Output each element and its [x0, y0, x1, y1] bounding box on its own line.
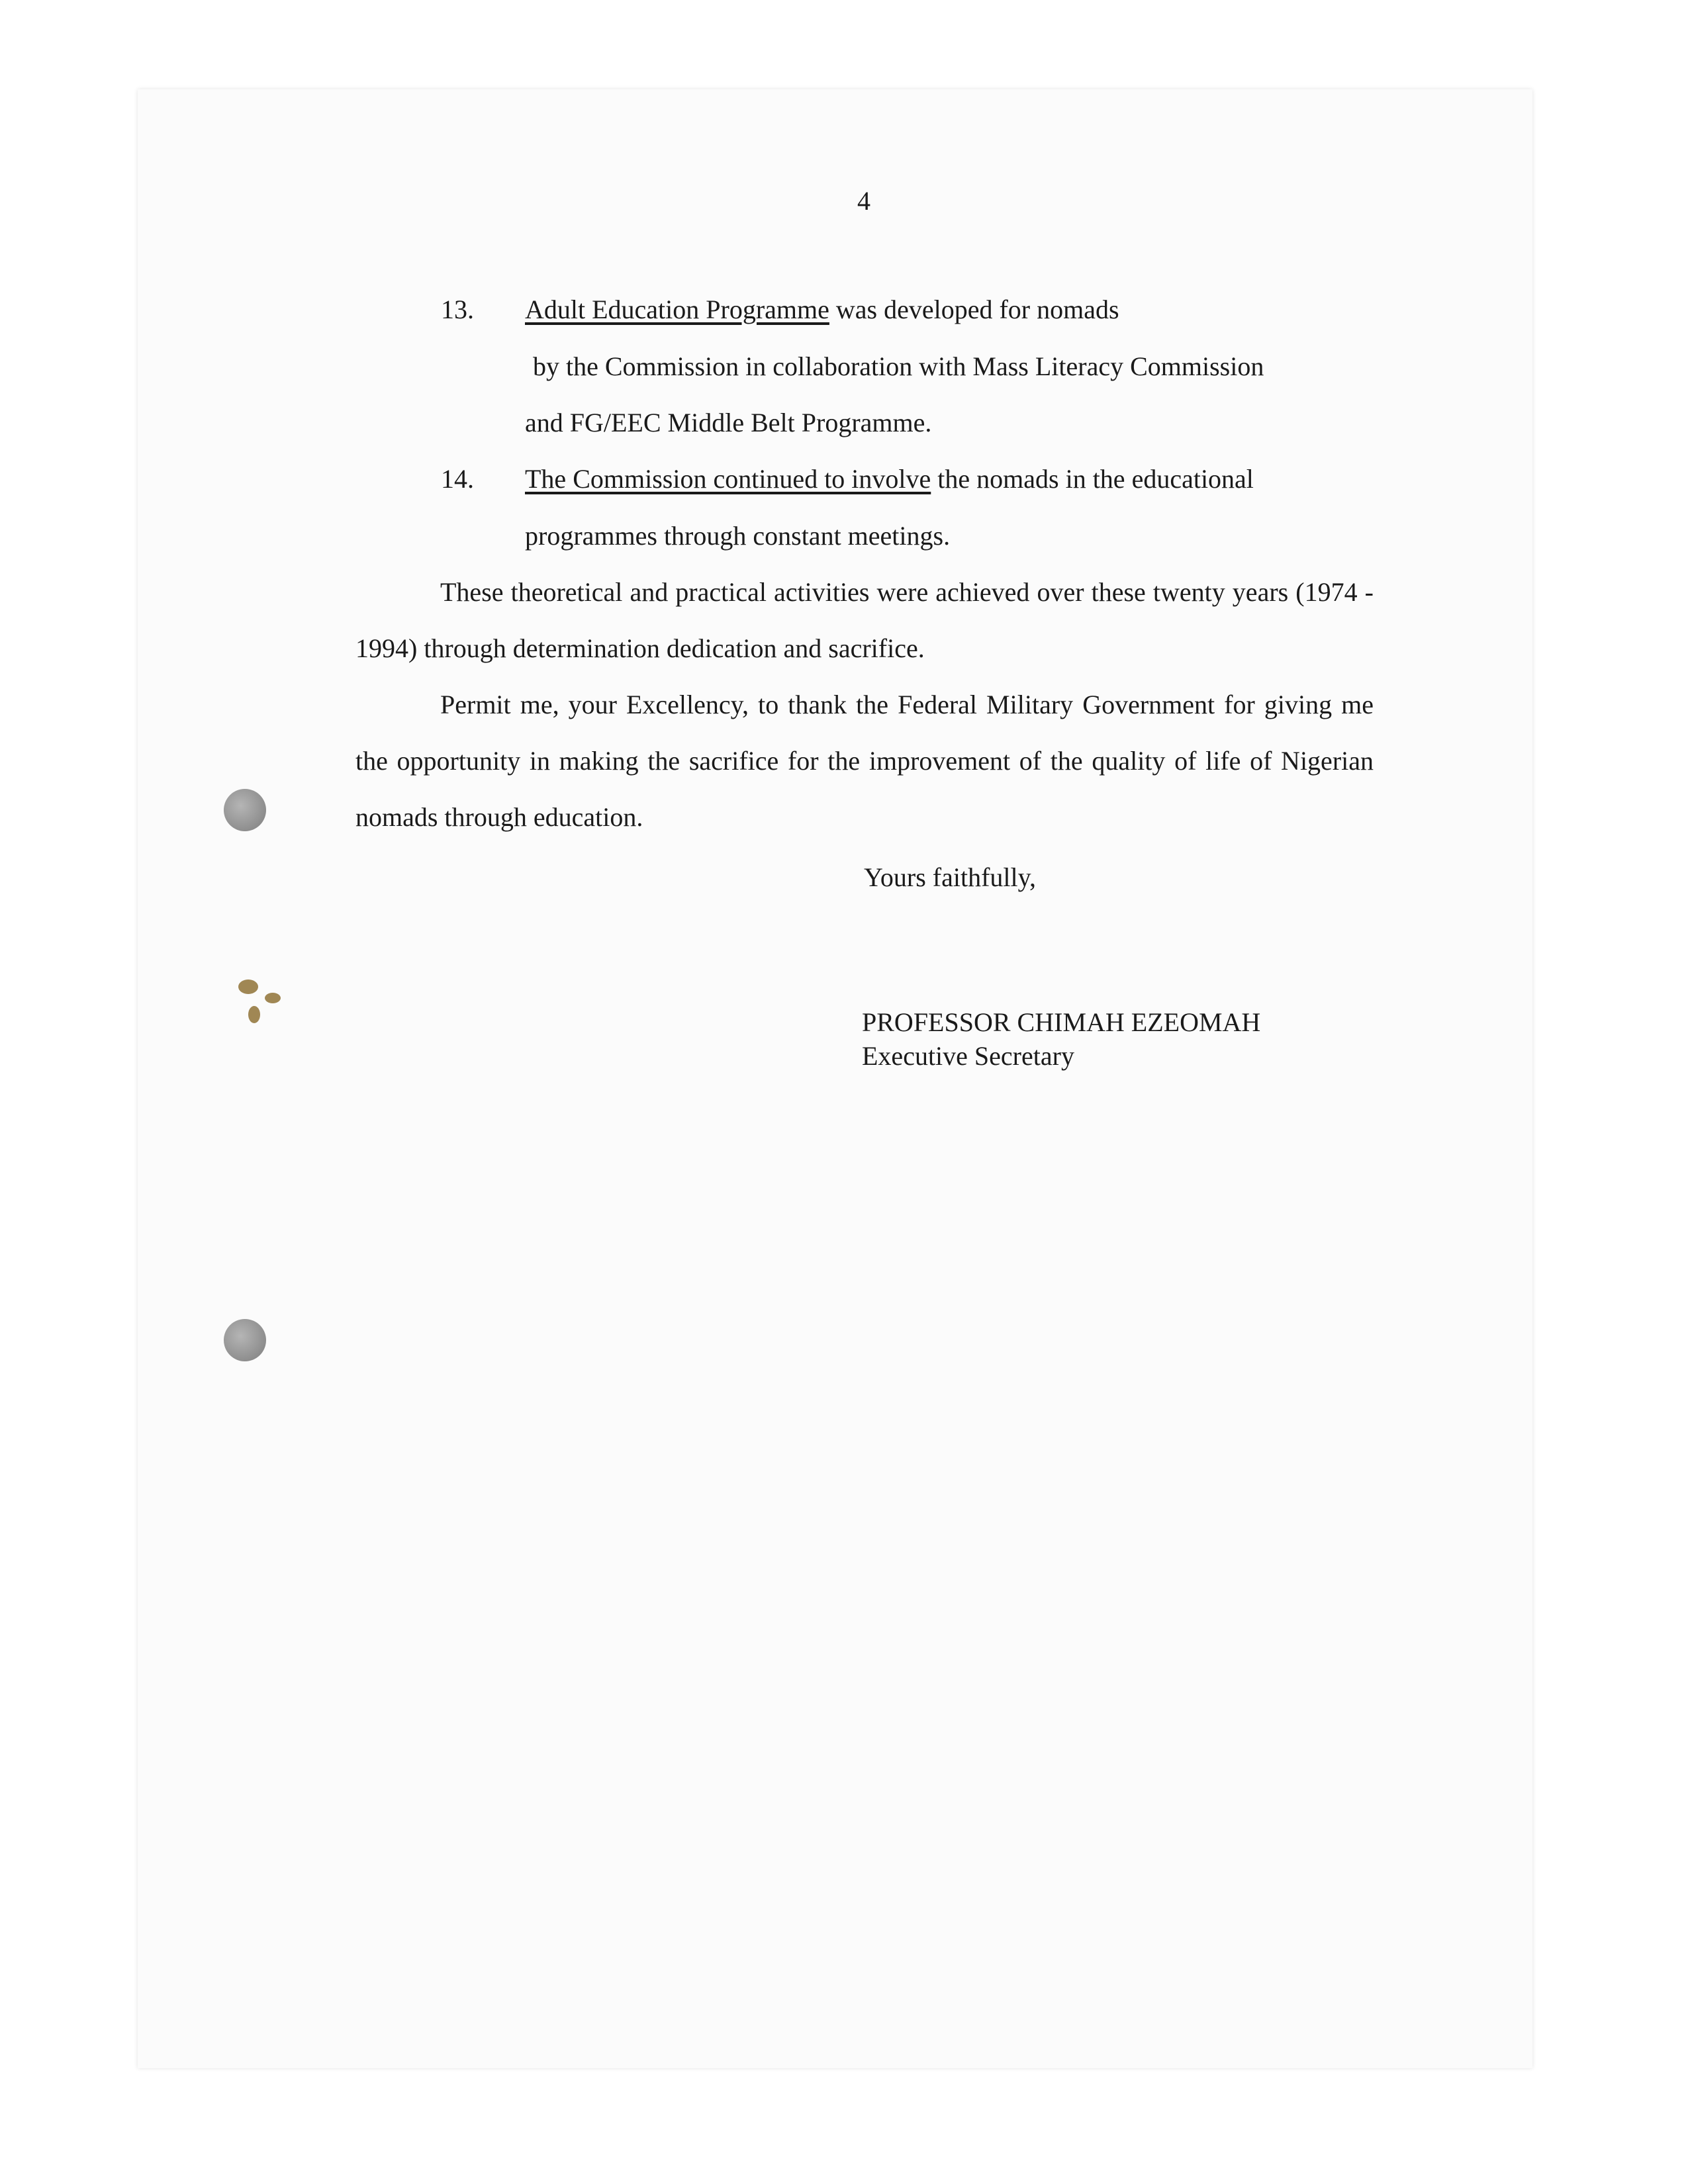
closing: Yours faithfully,	[864, 862, 1037, 892]
item-heading: Adult Education Programme	[525, 295, 829, 324]
signatory-title: Executive Secretary	[862, 1041, 1074, 1071]
item-text: programmes through constant meetings.	[525, 521, 951, 551]
page-number: 4	[857, 186, 870, 216]
stain-mark	[265, 993, 281, 1003]
list-item	[525, 466, 1254, 492]
item-text: and FG/EEC Middle Belt Programme.	[525, 408, 932, 437]
stain-mark	[248, 1006, 260, 1023]
paragraph: These theoretical and practical activities were achieved over these twenty years (1974 - 1994) through determination dedication and sacrifice.	[355, 577, 1374, 663]
list-item	[525, 296, 1119, 323]
item-text: by the Commission in collaboration with Mass Literacy Commission	[533, 351, 1264, 381]
item-number: 14.	[441, 464, 474, 494]
punch-hole	[224, 789, 266, 831]
item-text: the nomads in the educational	[931, 464, 1254, 494]
signatory-name: PROFESSOR CHIMAH EZEOMAH	[862, 1007, 1261, 1037]
body-text	[355, 564, 1374, 845]
punch-hole	[224, 1319, 266, 1361]
item-number: 13.	[441, 295, 474, 324]
document-page	[138, 89, 1532, 2068]
paragraph: Permit me, your Excellency, to thank the Federal Military Government for giving me the opportunity in making the sacrifice for the improvement of the quality of life of Nigerian nomads through education.	[355, 690, 1374, 832]
stain-mark	[238, 979, 258, 994]
item-text: was developed for nomads	[829, 295, 1119, 324]
item-heading: The Commission continued to involve	[525, 464, 931, 494]
